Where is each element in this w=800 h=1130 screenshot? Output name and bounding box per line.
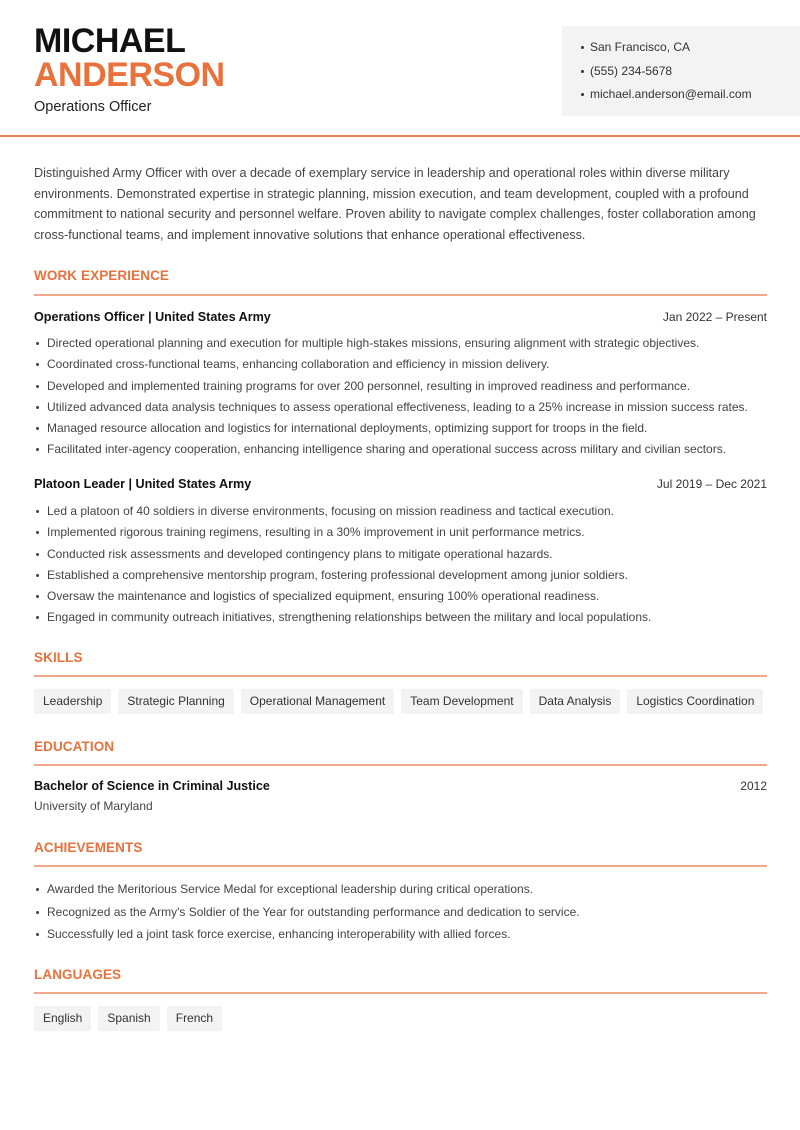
list-item: Awarded the Meritorious Service Medal for exceptional leadership during critical operations. [34,881,774,904]
section-divider [34,294,767,296]
skill-tag: Strategic Planning [118,689,233,714]
resume-header [0,0,800,137]
contact-location: San Francisco, CA [562,39,800,63]
skill-tag: Operational Management [241,689,394,714]
section-title-work: WORK EXPERIENCE [34,268,170,283]
language-tags [34,1006,222,1031]
list-item: Developed and implemented training programs for over 200 personnel, resulting in improved readiness and performance. [34,378,774,399]
list-item: Directed operational planning and execution for multiple high-stakes missions, ensuring alignment with strategic objectives. [34,335,774,356]
list-item: Led a platoon of 40 soldiers in diverse environments, focusing on mission readiness and tactical execution. [34,503,774,524]
list-item: Established a comprehensive mentorship program, fostering professional development among junior soldiers. [34,567,774,588]
contact-phone: (555) 234-5678 [562,63,800,87]
education-degree: Bachelor of Science in Criminal Justice [34,779,270,793]
list-item: Coordinated cross-functional teams, enhancing collaboration and efficiency in mission delivery. [34,356,774,377]
language-tag: Spanish [98,1006,159,1031]
skill-tag: Leadership [34,689,111,714]
first-name: MICHAEL [34,22,186,60]
section-title-achievements: ACHIEVEMENTS [34,840,143,855]
list-item: Conducted risk assessments and developed contingency plans to mitigate operational hazards. [34,546,774,567]
job-bullets [34,503,774,631]
achievement-bullets [34,881,774,949]
education-school: University of Maryland [34,799,153,813]
contact-box [562,26,800,116]
job-role: Operations Officer | United States Army [34,310,271,324]
language-tag: French [167,1006,222,1031]
list-item: Engaged in community outreach initiatives, strengthening relationships between the military and local populations. [34,609,774,630]
section-divider [34,992,767,994]
section-divider [34,764,767,766]
list-item: Successfully led a joint task force exercise, enhancing interoperability with allied forces. [34,926,774,949]
section-divider [34,675,767,677]
section-divider [34,865,767,867]
list-item: Recognized as the Army's Soldier of the Year for outstanding performance and dedication to service. [34,904,774,927]
summary: Distinguished Army Officer with over a decade of exemplary service in leadership and operational roles within diverse military environments. Demonstrated expertise in strategic planning, mission execution, and team development, coupled with a profound commitment to national security and personnel welfare. Proven ability to navigate complex challenges, foster collaboration among cross-functional teams, and implement innovative solutions that enhance operational effectiveness. [34,166,756,243]
job-header [34,477,767,495]
list-item: Implemented rigorous training regimens, resulting in a 30% improvement in unit performance metrics. [34,524,774,545]
list-item: Managed resource allocation and logistics for international deployments, optimizing support for troops in the field. [34,420,774,441]
skill-tag: Data Analysis [530,689,621,714]
section-title-skills: SKILLS [34,650,83,665]
job-date: Jul 2019 – Dec 2021 [656,477,767,491]
contact-email[interactable]: michael.anderson@email.com [562,86,800,110]
language-tag: English [34,1006,91,1031]
list-item: Oversaw the maintenance and logistics of specialized equipment, ensuring 100% operational readiness. [34,588,774,609]
section-title-education: EDUCATION [34,739,115,754]
job-date: Jan 2022 – Present [662,310,767,324]
skill-tag: Team Development [401,689,522,714]
job-title: Operations Officer [34,99,152,115]
job-header [34,310,767,328]
list-item: Facilitated inter-agency cooperation, enhancing intelligence sharing and operational success across military and civilian sectors. [34,441,774,462]
last-name: ANDERSON [34,56,225,94]
job-role: Platoon Leader | United States Army [34,477,252,491]
list-item: Utilized advanced data analysis techniques to assess operational effectiveness, leading to a 25% increase in mission success rates. [34,399,774,420]
skills-tags [34,689,763,714]
skill-tag: Logistics Coordination [627,689,763,714]
job-bullets [34,335,774,463]
section-title-languages: LANGUAGES [34,967,122,982]
education-year: 2012 [740,779,767,793]
